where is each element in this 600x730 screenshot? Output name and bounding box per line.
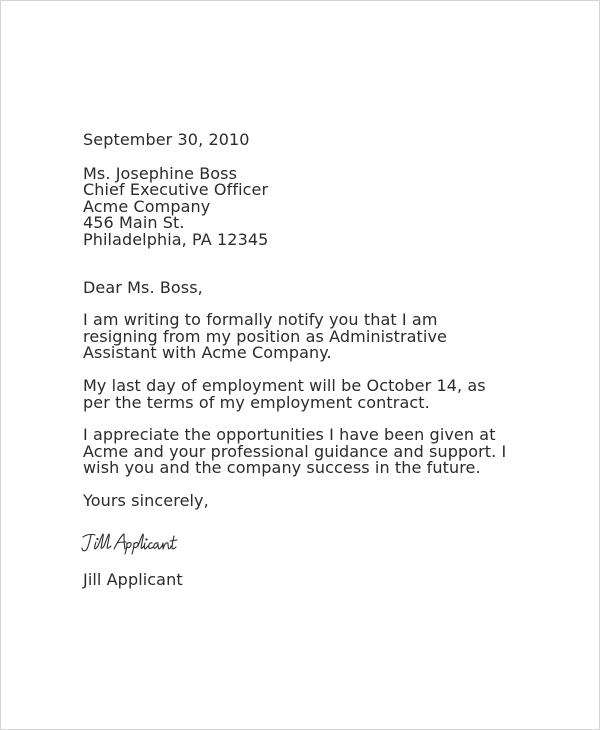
paragraph-line: wish you and the company success in the future. [83, 458, 481, 478]
body-paragraph-last-day [83, 375, 553, 412]
recipient-street: 456 Main St. [83, 213, 185, 233]
recipient-title: Chief Executive Officer [83, 180, 269, 200]
signature-drawing [79, 530, 179, 556]
handwritten-signature [79, 530, 553, 556]
recipient-city: Philadelphia, PA 12345 [83, 229, 269, 249]
paragraph-line: per the terms of my employment contract. [83, 392, 430, 412]
paragraph-line: I am writing to formally notify you that I am [83, 310, 438, 330]
closing: Yours sincerely, [83, 490, 209, 510]
salutation: Dear Ms. Boss, [83, 277, 203, 297]
recipient-address [83, 163, 553, 249]
signer-name: Jill Applicant [83, 569, 183, 589]
body-paragraph-notice [83, 312, 553, 362]
paragraph-line: I appreciate the opportunities I have been given at [83, 425, 496, 445]
paragraph-line: Acme and your professional guidance and support. I [83, 441, 507, 461]
body-paragraph-appreciation [83, 427, 553, 477]
resignation-letter [83, 132, 553, 588]
recipient-name: Ms. Josephine Boss [83, 163, 238, 183]
letter-date: September 30, 2010 [83, 130, 250, 149]
paragraph-line: Assistant with Acme Company. [83, 343, 332, 363]
recipient-company: Acme Company [83, 196, 211, 216]
paragraph-line: My last day of employment will be October 14, as [83, 375, 486, 395]
paragraph-line: resigning from my position as Administrative [83, 326, 447, 346]
